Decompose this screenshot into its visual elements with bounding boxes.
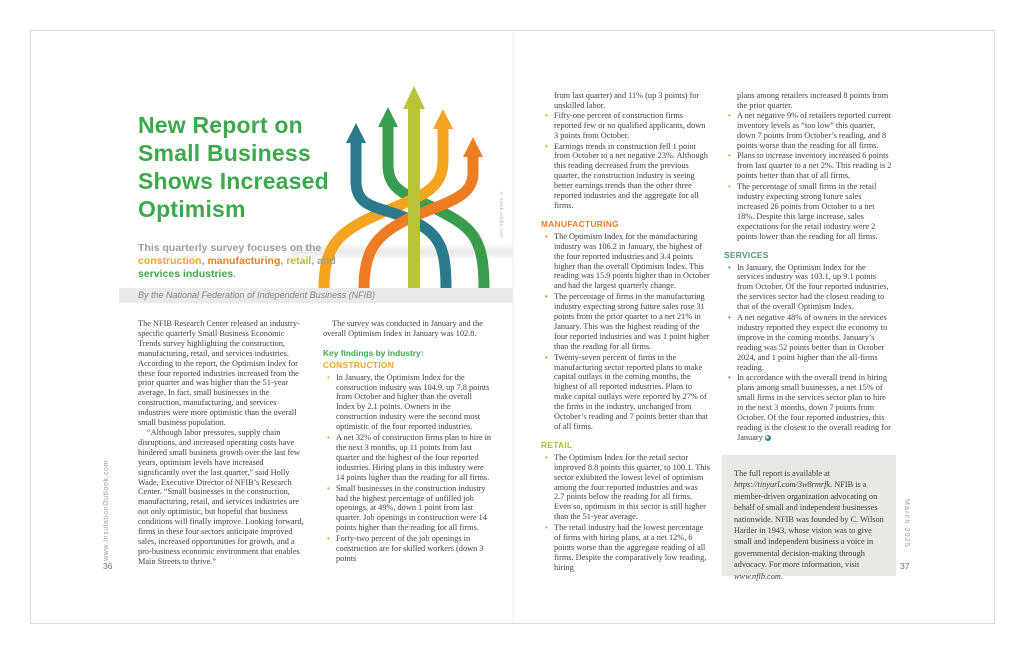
bullet-text: A net negative 48% of owners in the services industry reported they expect the economy to improve in the coming months. January’s reading was 52 points better than in October 2024, and 1 point higher than the all-firms reading. (737, 313, 888, 372)
subtitle-comma: , (201, 254, 208, 267)
subtitle-construction: construction (138, 254, 202, 267)
section-heading-retail: RETAIL (541, 439, 573, 450)
title-line-2: Small Business (138, 140, 311, 166)
bullet-text: Small businesses in the construction industry had the highest percentage of unfilled job openings, at 49%, down 1 point from last quarter. Job openings in construction were 14 points higher than the reading for all firms. (336, 483, 487, 533)
subtitle-comma: , and (311, 254, 336, 267)
construction-bullet-list (323, 373, 492, 564)
bullet-text: The Optimism Index for the retail sector improved 8.8 points this quarter, to 100.1. This sector exhibited the lowest level of optimism among the four reported industries and was 2.7 points below the reading for all firms. Even so, optimism in this sector is still higher than the 51-year average. (554, 452, 710, 522)
issue-date-side-text: March 2025 (903, 499, 910, 548)
bullet-item (737, 263, 893, 313)
continued-text: from last quarter) and 11% (up 3 points) for unskilled labor. (554, 91, 700, 110)
bullet-text: The Optimism Index for the manufacturing industry was 106.2 in January, the highest of the four reported industries and 3.4 points higher than the overall Optimism Index. This reading was 15.9 points higher than in October and had the largest quarterly change. (554, 231, 710, 291)
bullet-item (554, 292, 710, 351)
title-line-4: Optimism (138, 196, 246, 222)
left-page-column-2 (323, 319, 492, 565)
article-subtitle (138, 242, 343, 281)
bullet-text: Twenty-seven percent of firms in the manufacturing sector reported plans to make capital outlays in the coming months, the highest of all reported industries. Plans to make capital outlays were reported by 27% of the firms in the industry, unchanged from October’s reading and 7 points better than that of all firms. (554, 352, 708, 431)
bullet-item (336, 484, 492, 534)
bullet-item (336, 433, 492, 483)
subtitle-manufacturing: manufacturing (207, 254, 281, 267)
subtitle-retail: retail (286, 254, 312, 267)
body-paragraph: The survey was conducted in January and the overall Optimism Index in January was 102.8. (323, 319, 483, 338)
manufacturing-bullet-list (541, 232, 710, 432)
website-side-text: www.InsulationOutlook.com (103, 460, 110, 561)
body-paragraph: “Although labor pressures, supply chain disruptions, and increased operating costs have hindered small business growth over the last few years, optimism levels have increased significantly over the last quarter,” said Holly Wade, Executive Director of NFIB’s Research Center. “Small businesses in the construction, manufacturing, retail, and services industries are not only optimistic, but hopeful that business conditions will finally improve. Looking forward, firms in these four sectors anticipate improved sales, increased opportunities for growth, and a pro-business economic environment that enables Main Streets to thrive.” (138, 427, 304, 566)
body-paragraph: The NFIB Research Center released an industry-specific quarterly Small Business Economic Trends survey highlighting the construction, manufacturing, retail, and services industries. According to the report, the Optimism Index for these four reported industries increased from the prior quarter and was higher than the 51-year average. In fact, small businesses in the construction, manufacturing, and services industries were more optimistic than the overall small business population. (138, 319, 300, 428)
bullet-text: In accordance with the overall trend in hiring plans among small businesses, a net 15% of small firms in the services sector plan to hire in the next 3 months, down 7 points from October. Of the four reported industries, this reading is the closest to the overall reading for January (737, 373, 891, 442)
bullet-item (554, 523, 710, 573)
title-line-3: Shows Increased (138, 168, 329, 194)
nfib-site-link[interactable]: www.nfib.com (734, 571, 781, 581)
report-url-link[interactable]: https://tinyurl.com/3w8rmrfk (734, 480, 831, 490)
section-heading-construction: CONSTRUCTION (323, 359, 395, 370)
services-bullet-list (724, 263, 893, 443)
key-findings-heading: Key findings by industry: (323, 347, 424, 358)
infobox-text: . (780, 571, 783, 581)
image-credit: © stock.adobe.com (499, 191, 504, 239)
article-title (138, 111, 368, 223)
subtitle-comma: , (280, 254, 287, 267)
report-info-box (722, 455, 896, 581)
byline: By the National Federation of Independent Business (NFIB) (138, 290, 376, 300)
bullet-item (336, 373, 492, 432)
bullet-item (554, 142, 710, 211)
bullet-text: Forty-two percent of the job openings in construction are for skilled workers (down 3 points (336, 534, 484, 563)
bullet-text: The percentage of firms in the manufacturing industry expecting strong future sales rose 31 points from the prior quarter to a net 21% in January. This was the highest reading of the four reported industries and was 1 point higher than the reading for all firms. (554, 292, 710, 351)
section-heading-manufacturing: MANUFACTURING (541, 218, 619, 229)
page-number-right: 37 (900, 561, 910, 571)
bullet-item (336, 534, 492, 564)
construction-bullet-list-continued (541, 111, 710, 211)
bullet-item (737, 151, 893, 181)
bullet-item (554, 232, 710, 291)
bullet-text: A net negative 9% of retailers reported current inventory levels as “too low” this quarter, down 7 points from October’s reading, and 8 points worse than the reading for all firms. (737, 110, 892, 150)
subtitle-period: . (233, 267, 237, 280)
bullet-text: The retail industry had the lowest percentage of firms with hiring plans, at a net 12%, 6 points worse than the aggregate reading of all firms. Despite the comparatively low reading, hiring (554, 523, 707, 572)
infobox-text: The full report is available at (734, 469, 831, 478)
bullet-item (554, 353, 710, 432)
bullet-text: In January, the Optimism Index for the construction industry was 104.9, up 7.8 points from October and higher than the overall Index by 2.1 points. Owners in the construction industry were the second most optimistic of the four reported industries. (336, 372, 490, 432)
bullet-item (737, 182, 893, 241)
title-line-1: New Report on (138, 112, 303, 138)
bullet-text: The percentage of small firms in the retail industry expecting strong future sales increased 26 points from October to a net 18%. Despite this large increase, sales expectations for the retail industry were 2 points lower than the reading for all firms. (737, 182, 878, 241)
infobox-text: . NFIB is a member-driven organization advocating on behalf of small and independent businesses nationwide. NFIB was founded by C. Wilson Harder in 1943, whose vision was to give small and independent business a voice in governmental decision-making through advocacy. For more information, visit (734, 480, 884, 570)
right-page-column-1 (541, 91, 710, 574)
end-of-article-icon (765, 435, 771, 441)
left-page-column-1 (138, 319, 307, 567)
bullet-item (554, 111, 710, 141)
subtitle-prefix: This quarterly survey focuses on the (138, 241, 322, 254)
magazine-spread (30, 30, 995, 624)
bullet-item (737, 111, 893, 151)
subtitle-services: services industries (138, 267, 234, 280)
bullet-text: Earnings trends in construction fell 1 point from October to a net negative 23%. Although this reading decreased from the previous quarter, the construction industry is seeing better earnings trends than the other three reported industries and the aggregate for all firms. (554, 141, 708, 210)
section-heading-services: SERVICES (724, 249, 769, 260)
continued-text: plans among retailers increased 8 points from the prior quarter. (737, 91, 889, 110)
bullet-text: Plans to increase inventory increased 6 points from last quarter to a net 2%. This reading is 2 points better than that of all firms. (737, 151, 892, 181)
bullet-item (737, 313, 893, 372)
bullet-text: A net 32% of construction firms plan to hire in the next 3 months, up 11 points from last quarter and the highest of the four reported industries. Hiring plans in this industry were 14 points higher than the reading for all firms. (336, 433, 492, 482)
bullet-text: In January, the Optimism Index for the services industry was 103.1, up 9.1 points from October. Of the four reported industries, the services sector had the closest reading to that of the overall Optimism Index. (737, 262, 889, 312)
right-page-column-2 (724, 91, 893, 444)
retail-bullet-list-continued (724, 111, 893, 242)
page-number-left: 36 (103, 561, 113, 571)
bullet-item (737, 373, 893, 442)
bullet-text: Fifty-one percent of construction firms reported few or no qualified applicants, down 3 points from October. (554, 110, 706, 140)
bullet-item (554, 453, 710, 522)
retail-bullet-list (541, 453, 710, 573)
